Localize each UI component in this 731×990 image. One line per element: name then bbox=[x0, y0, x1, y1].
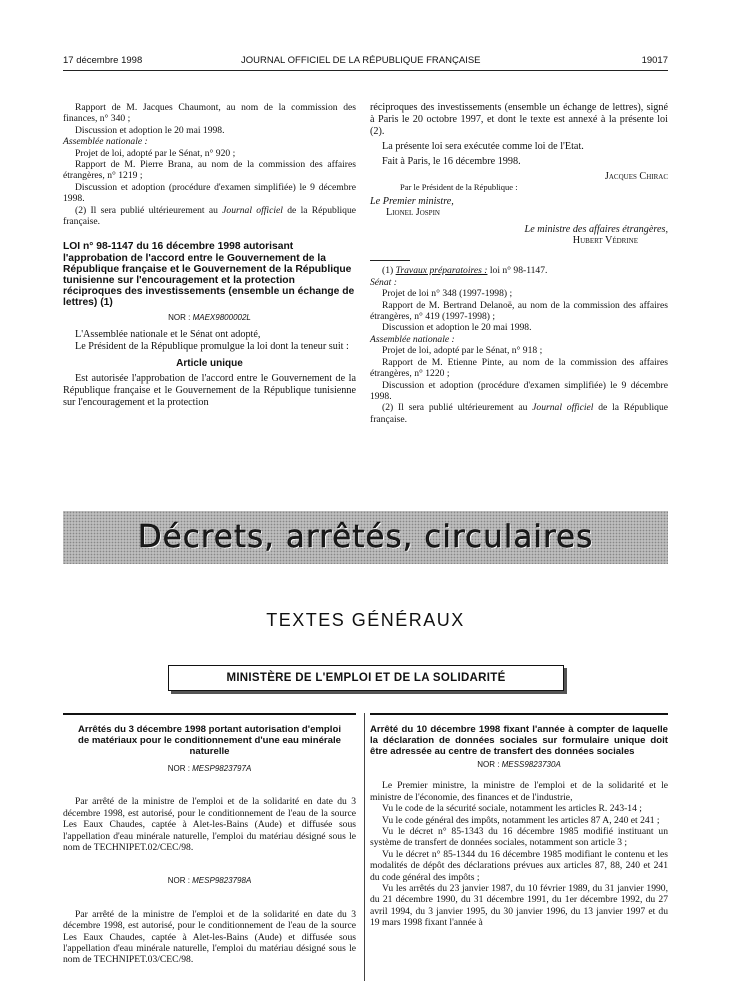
signature-role: Le ministre des affaires étrangères, bbox=[524, 223, 668, 235]
top-right-column bbox=[370, 102, 668, 425]
footnote-text: Rapport de M. Bertrand Delanoë, au nom de la commission des affaires étrangères, n° 419 (1997-1998) ; bbox=[370, 299, 668, 323]
decree-paragraph: Vu le décret n° 85-1343 du 16 décembre 1985 modifié instituant un système de transfert de données sociales, notamment son article 3 ; bbox=[370, 826, 668, 849]
footnote-text: Discussion et adoption le 20 mai 1998. bbox=[382, 322, 532, 334]
footnote-text: Discussion et adoption le 20 mai 1998. bbox=[75, 124, 225, 136]
bottom-left-column bbox=[63, 724, 356, 966]
signature-foreign-minister: Hubert Védrine bbox=[572, 235, 638, 247]
footnote-text: (1) Travaux préparatoires : loi n° 98-1147. bbox=[382, 265, 548, 277]
footnote-heading: Assemblée nationale : bbox=[370, 333, 455, 345]
execution-statement: La présente loi sera exécutée comme loi de l'Etat. bbox=[382, 141, 584, 152]
decree-title: Arrêté du 10 décembre 1998 fixant l'année à compter de laquelle la déclaration de données sociales sur formulaire unique doit être adressée au centre de transfert des données sociales bbox=[370, 724, 668, 757]
decree-title: Arrêtés du 3 décembre 1998 portant autorisation d'emploi de matériaux pour le conditionnement d'une eau minérale naturelle bbox=[78, 724, 341, 757]
footnote-text: Rapport de M. Etienne Pinte, au nom de la commission des affaires étrangères, n° 1220 ; bbox=[370, 356, 668, 380]
footnote-text: Projet de loi n° 348 (1997-1998) ; bbox=[382, 288, 513, 300]
article-title: Article unique bbox=[176, 358, 243, 370]
header-date: 17 décembre 1998 bbox=[63, 55, 143, 66]
header-page-number: 19017 bbox=[641, 55, 668, 66]
nor-reference: NOR : MESS9823730A bbox=[477, 760, 561, 769]
footnote-text: Discussion et adoption (procédure d'examen simplifiée) le 9 décembre 1998. bbox=[370, 379, 668, 402]
decree-paragraph: Vu le code général des impôts, notamment les articles 87 A, 240 et 241 ; bbox=[382, 814, 660, 826]
footnote-text: Projet de loi, adopté par le Sénat, n° 918 ; bbox=[382, 345, 543, 357]
footnote-text: (2) Il sera publié ultérieurement au Journal officiel de la République française. bbox=[370, 402, 669, 425]
column-rule-right bbox=[370, 713, 668, 717]
footnote-text: Rapport de M. Pierre Brana, au nom de la commission des affaires étrangères, n° 1219 ; bbox=[63, 159, 356, 182]
footnote-text: Rapport de M. Jacques Chaumont, au nom de la commission des finances, n° 340 ; bbox=[63, 102, 356, 125]
promulgation-statement: Le Président de la République promulgue la loi dont la teneur suit : bbox=[75, 341, 349, 353]
article-text: Est autorisée l'approbation de l'accord entre le Gouvernement de la République française et le Gouvernement de la République tunisienne sur l'encouragement et la protection bbox=[63, 372, 356, 408]
footnote-text: Discussion et adoption (procédure d'examen simplifiée) le 9 décembre 1998. bbox=[63, 181, 356, 205]
signature-role: Par le Président de la République : bbox=[400, 182, 518, 193]
page-header bbox=[63, 55, 668, 69]
adoption-statement: L'Assemblée nationale et le Sénat ont adopté, bbox=[75, 329, 261, 341]
footnote-heading: Sénat : bbox=[370, 276, 397, 288]
signature-president: Jacques Chirac bbox=[604, 171, 668, 182]
banner-title: Décrets, arrêtés, circulaires bbox=[137, 519, 594, 555]
column-separator bbox=[364, 713, 365, 981]
signature-prime-minister: Lionel Jospin bbox=[386, 207, 440, 219]
header-rule bbox=[63, 70, 668, 71]
decree-paragraph: Vu le code de la sécurité sociale, notamment les articles R. 243-14 ; bbox=[382, 803, 642, 815]
top-left-column bbox=[63, 102, 356, 409]
nor-reference: NOR : MESP9823797A bbox=[167, 764, 252, 773]
nor-reference: NOR : MESP9823798A bbox=[167, 876, 252, 886]
footnote-text: Projet de loi, adopté par le Sénat, n° 920 ; bbox=[75, 147, 236, 159]
signature-role: Le Premier ministre, bbox=[370, 195, 454, 207]
bottom-right-column bbox=[370, 724, 668, 929]
decree-paragraph: Vu les arrêtés du 23 janvier 1987, du 10 février 1989, du 31 janvier 1990, du 21 décembre 1990, du 31 décembre 1991, du 1er décembre 1992, du 27 avril 1994, du 3 janvier 1995, du 30 janvier 1996, du 13 janvier 1997 et du 19 mars 1998 fixant l'année à bbox=[370, 883, 668, 929]
footnote-rule bbox=[370, 260, 410, 261]
nor-reference: NOR : MAEX9800002L bbox=[168, 312, 251, 322]
footnote-heading: Assemblée nationale : bbox=[63, 136, 148, 148]
article-text-continued: réciproques des investissements (ensemble un échange de lettres), signé à Paris le 20 octobre 1997, et dont le texte est annexé à la présente loi (2). bbox=[370, 102, 668, 137]
law-title: LOI n° 98-1147 du 16 décembre 1998 autorisant l'approbation de l'accord entre le Gouvernement de la République française et le Gouvernement de la République tunisienne sur l'encouragement et la protection réciproques des investissements (ensemble un échange de lettres) (1) bbox=[63, 241, 355, 309]
decree-paragraph: Vu le décret n° 85-1344 du 16 décembre 1985 modifiant le contenu et les modalités de dépôt des déclarations prévues aux articles 87, 88, 240 et 241 du code général des impôts ; bbox=[370, 848, 668, 883]
footnote-text: (2) Il sera publié ultérieurement au Journal officiel de la République française. bbox=[63, 204, 357, 228]
section-banner bbox=[63, 511, 668, 564]
column-rule-left bbox=[63, 713, 356, 717]
section-title: TEXTES GÉNÉRAUX bbox=[266, 610, 465, 630]
decree-paragraph: Le Premier ministre, la ministre de l'emploi et de la solidarité et le ministre de l'économie, des finances et de l'industrie, bbox=[370, 780, 668, 803]
decree-paragraph: Par arrêté de la ministre de l'emploi et de la solidarité en date du 3 décembre 1998, est autorisé, pour le conditionnement de l'eau de la source Les Eaux Chaudes, captée à Alet-les-Bains (Aude) et diffusée sous l'appellation d'eau minérale naturelle, l'emploi du matériau désigné sous le nom de TECHNIPET.03/CEC/98. bbox=[63, 908, 356, 966]
header-journal-title: JOURNAL OFFICIEL DE LA RÉPUBLIQUE FRANÇAISE bbox=[241, 55, 481, 66]
signing-place-date: Fait à Paris, le 16 décembre 1998. bbox=[382, 156, 521, 167]
ministry-box: MINISTÈRE DE L'EMPLOI ET DE LA SOLIDARITÉ bbox=[168, 665, 564, 691]
decree-paragraph: Par arrêté de la ministre de l'emploi et de la solidarité en date du 3 décembre 1998, est autorisé, pour le conditionnement de l'eau de la source Les Eaux Chaudes, captée à Alet-les-Bains (Aude) et diffusée sous l'appellation d'eau minérale naturelle, l'emploi du matériau désigné sous le nom de TECHNIPET.02/CEC/98. bbox=[63, 796, 356, 854]
